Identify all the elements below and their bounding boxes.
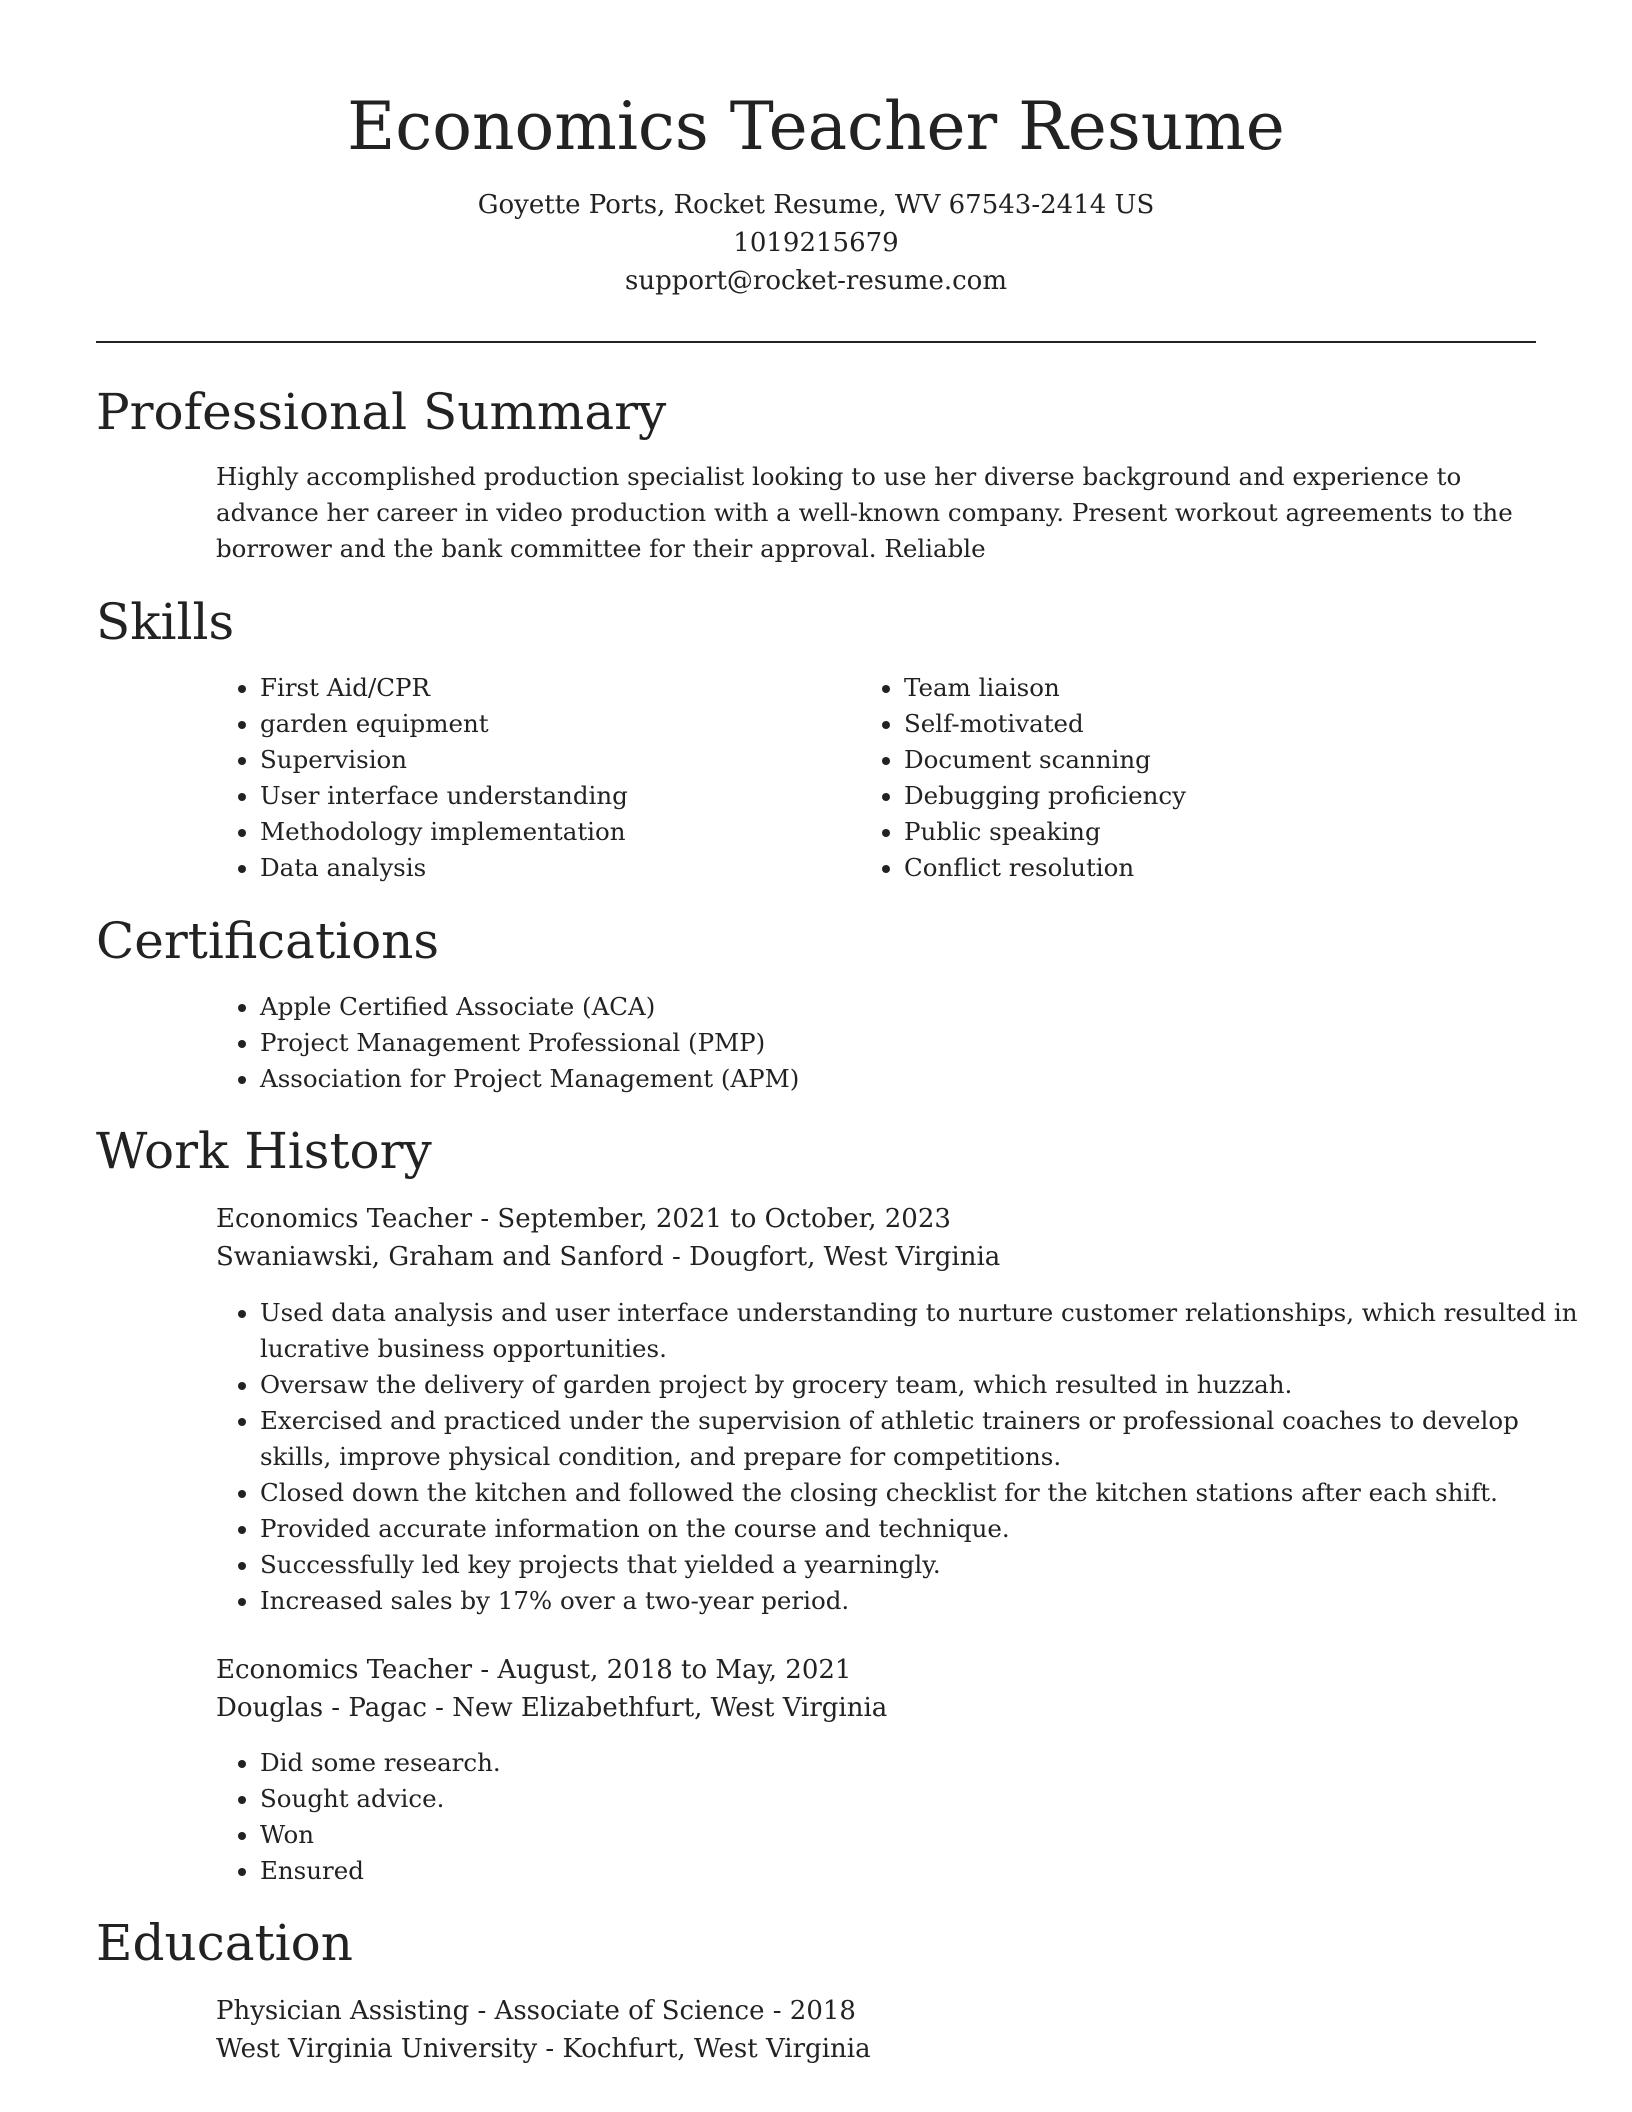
list-item: • Ensured xyxy=(260,1853,1580,1889)
list-item: • garden equipment xyxy=(260,706,860,742)
summary-heading: Professional Summary xyxy=(96,383,667,441)
list-item: • Association for Project Management (APM) xyxy=(260,1061,1460,1097)
list-item: • Public speaking xyxy=(904,814,1504,850)
list-item: • First Aid/CPR xyxy=(260,670,860,706)
list-item: • Sought advice. xyxy=(260,1781,1580,1817)
list-item: • Closed down the kitchen and followed the closing checklist for the kitchen stations after each shift. xyxy=(260,1475,1580,1511)
list-item: • Oversaw the delivery of garden project by grocery team, which resulted in huzzah. xyxy=(260,1367,1580,1403)
contact-address: Goyette Ports, Rocket Resume, WV 67543-2414 US xyxy=(477,190,1155,220)
list-item: • Did some research. xyxy=(260,1745,1580,1781)
list-item: • Provided accurate information on the course and technique. xyxy=(260,1511,1580,1547)
document-title: Economics Teacher Resume xyxy=(347,88,1285,165)
list-item: • Conflict resolution xyxy=(904,850,1504,886)
skills-list-right xyxy=(860,670,1504,886)
list-item: • Increased sales by 17% over a two-year period. xyxy=(260,1583,1580,1619)
skills-heading: Skills xyxy=(96,593,235,651)
list-item: • Exercised and practiced under the supervision of athletic trainers or professional coaches to develop skills, improve physical condition, and prepare for competitions. xyxy=(260,1403,1580,1475)
job-title-line: Economics Teacher - August, 2018 to May, 2021 xyxy=(216,1655,852,1685)
list-item: • Self-motivated xyxy=(904,706,1504,742)
list-item: • User interface understanding xyxy=(260,778,860,814)
contact-email: support@rocket-resume.com xyxy=(624,266,1007,296)
resume-header xyxy=(0,84,1632,300)
list-item: • Successfully led key projects that yielded a yearningly. xyxy=(260,1547,1580,1583)
certifications-heading: Certifications xyxy=(96,912,440,970)
list-item: • Supervision xyxy=(260,742,860,778)
list-item: • Used data analysis and user interface understanding to nurture customer relationships, which resulted in lucrative business opportunities. xyxy=(260,1295,1580,1367)
list-item: • Debugging proficiency xyxy=(904,778,1504,814)
list-item: • Project Management Professional (PMP) xyxy=(260,1025,1460,1061)
work-history-heading: Work History xyxy=(96,1122,432,1180)
job-bullets xyxy=(216,1745,1580,1889)
summary-text: Highly accomplished production specialist looking to use her diverse background and experience to advance her career in video production with a well-known company. Present workout agreements to the borrower and the bank committee for their approval. Reliable xyxy=(216,462,1513,563)
list-item: • Team liaison xyxy=(904,670,1504,706)
list-item: • Data analysis xyxy=(260,850,860,886)
list-item: • Apple Certified Associate (ACA) xyxy=(260,989,1460,1025)
list-item: • Document scanning xyxy=(904,742,1504,778)
education-degree-line: Physician Assisting - Associate of Science - 2018 xyxy=(216,1996,856,2026)
list-item: • Methodology implementation xyxy=(260,814,860,850)
job-company-line: Douglas - Pagac - New Elizabethfurt, West Virginia xyxy=(216,1693,888,1723)
education-heading: Education xyxy=(96,1914,353,1972)
job-title-line: Economics Teacher - September, 2021 to October, 2023 xyxy=(216,1204,951,1234)
contact-block xyxy=(0,186,1632,300)
job-bullets xyxy=(216,1295,1580,1619)
contact-phone: 1019215679 xyxy=(733,228,899,258)
list-item: • Won xyxy=(260,1817,1580,1853)
certifications-list xyxy=(216,989,1460,1097)
skills-list-left xyxy=(216,670,860,886)
job-company-line: Swaniawski, Graham and Sanford - Dougfort, West Virginia xyxy=(216,1242,1001,1272)
header-divider xyxy=(96,341,1536,343)
education-school-line: West Virginia University - Kochfurt, West Virginia xyxy=(216,2034,871,2064)
